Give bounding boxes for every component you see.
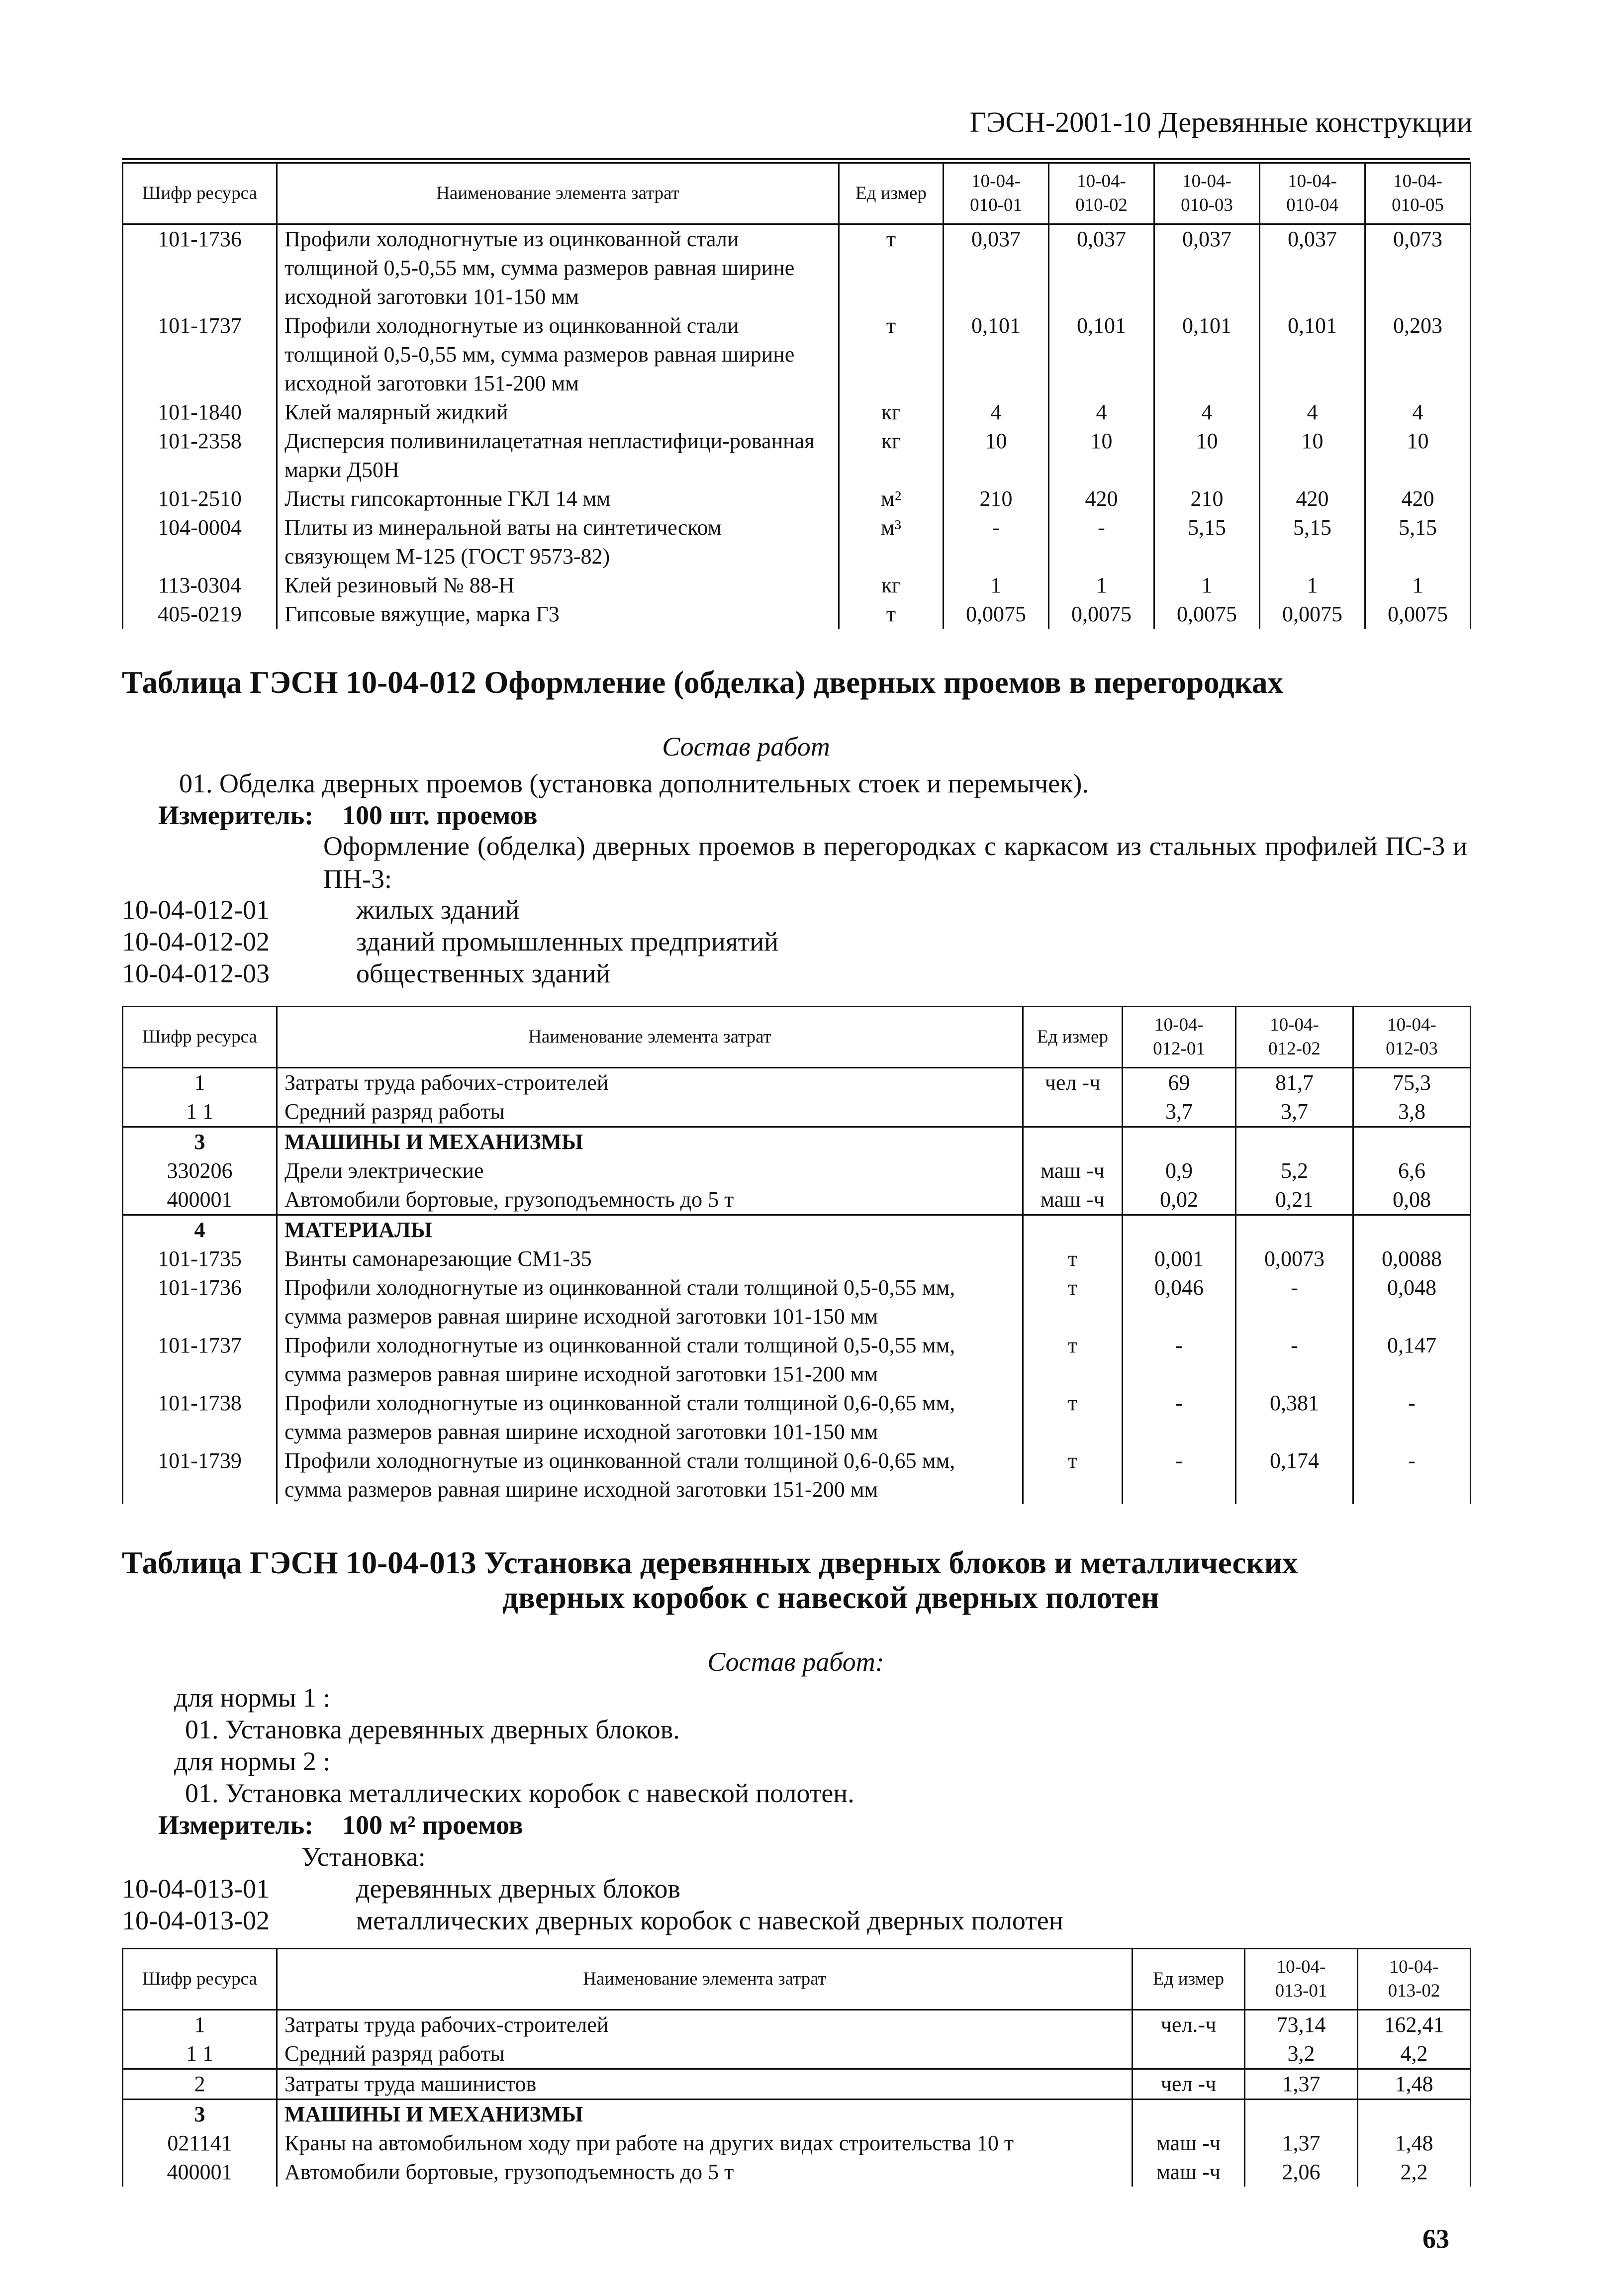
resource-code: 3 xyxy=(123,1127,277,1157)
table-row xyxy=(123,571,1471,600)
value-cell: 0,21 xyxy=(1236,1185,1353,1215)
value-cell: 0,203 xyxy=(1365,311,1471,398)
table-title-013-line1: Таблица ГЭСН 10-04-013 Установка деревянных дверных блоков и металлических xyxy=(122,1545,1298,1580)
resource-name: Клей резиновый № 88-Н xyxy=(277,571,839,600)
norm-intro: Установка: xyxy=(301,1842,426,1872)
resource-name: Затраты труда машинистов xyxy=(277,2069,1133,2100)
unit-cell: т xyxy=(1023,1446,1123,1504)
resource-name: Профили холодногнутые из оцинкованной стали толщиной 0,5-0,55 мм, сумма размеров равная ширине исходной заготовки 101-150 мм xyxy=(277,1273,1023,1331)
value-cell: 0,037 xyxy=(1154,224,1260,312)
value-cell xyxy=(1236,1127,1353,1157)
resource-code: 2 xyxy=(123,2069,277,2100)
table-header-row xyxy=(123,1949,1471,2010)
column-header: Шифр ресурса xyxy=(123,1007,277,1068)
table-row xyxy=(123,1331,1471,1389)
value-cell: 5,2 xyxy=(1236,1156,1353,1185)
value-cell: 0,101 xyxy=(1049,311,1154,398)
value-cell: 5,15 xyxy=(1365,513,1471,571)
resource-code: 101-1736 xyxy=(123,1273,277,1331)
resource-name: Профили холодногнутые из оцинкованной стали толщиной 0,5-0,55 мм, сумма размеров равная ширине исходной заготовки 151-200 мм xyxy=(277,1331,1023,1389)
resource-name: Затраты труда рабочих-строителей xyxy=(277,2010,1133,2040)
column-header: Шифр ресурса xyxy=(123,1949,277,2010)
value-cell: 0,147 xyxy=(1353,1331,1471,1389)
value-cell: 0,381 xyxy=(1236,1389,1353,1446)
value-cell: 0,0075 xyxy=(1049,600,1154,629)
resource-code: 101-2358 xyxy=(123,427,277,484)
column-header: 10-04- 010-03 xyxy=(1154,163,1260,224)
resource-code: 101-2510 xyxy=(123,484,277,513)
value-cell xyxy=(1236,1215,1353,1245)
table-row xyxy=(123,1068,1471,1098)
value-cell: 420 xyxy=(1365,484,1471,513)
resource-name: Дисперсия поливинилацетатная непластифици-рованная марки Д50Н xyxy=(277,427,839,484)
value-cell: 2,06 xyxy=(1245,2158,1358,2187)
resource-code: 400001 xyxy=(123,1185,277,1215)
table-row xyxy=(123,427,1471,484)
value-cell: 3,7 xyxy=(1236,1097,1353,1127)
value-cell: 1 xyxy=(1049,571,1154,600)
norm-code: 10-04-013-02 xyxy=(122,1906,270,1935)
resource-name: Затраты труда рабочих-строителей xyxy=(277,1068,1023,1098)
resource-name: Листы гипсокартонные ГКЛ 14 мм xyxy=(277,484,839,513)
value-cell: - xyxy=(1123,1389,1236,1446)
value-cell: 0,073 xyxy=(1365,224,1471,312)
value-cell: 3,8 xyxy=(1353,1097,1471,1127)
table-header-row xyxy=(123,163,1471,224)
unit-cell: т xyxy=(1023,1331,1123,1389)
meter-label: Измеритель: xyxy=(158,1810,314,1840)
unit-cell: м² xyxy=(839,484,944,513)
value-cell xyxy=(1245,2100,1358,2129)
value-cell xyxy=(1353,1215,1471,1245)
value-cell: - xyxy=(1353,1389,1471,1446)
resource-code: 330206 xyxy=(123,1156,277,1185)
resource-code: 021141 xyxy=(123,2129,277,2158)
table-row xyxy=(123,1273,1471,1331)
table-row xyxy=(123,1215,1471,1245)
value-cell: 0,02 xyxy=(1123,1185,1236,1215)
resource-name: Профили холодногнутые из оцинкованной стали толщиной 0,6-0,65 мм, сумма размеров равная ширине исходной заготовки 101-150 мм xyxy=(277,1389,1023,1446)
unit-cell: чел.-ч xyxy=(1133,2010,1245,2040)
value-cell: 0,001 xyxy=(1123,1244,1236,1273)
value-cell: 1 xyxy=(1260,571,1365,600)
running-header: ГЭСН-2001-10 Деревянные конструкции xyxy=(969,106,1472,138)
table-row xyxy=(123,2010,1471,2040)
composition-item: 01. Установка деревянных дверных блоков. xyxy=(185,1715,680,1744)
unit-cell: т xyxy=(839,311,944,398)
unit-cell: т xyxy=(1023,1273,1123,1331)
resource-code: 3 xyxy=(123,2100,277,2129)
norm-code: 10-04-012-02 xyxy=(122,927,270,957)
value-cell xyxy=(1123,1127,1236,1157)
table-row xyxy=(123,398,1471,427)
table-row xyxy=(123,224,1471,312)
unit-cell: маш -ч xyxy=(1133,2158,1245,2187)
resource-name: Автомобили бортовые, грузоподъемность до 5 т xyxy=(277,1185,1023,1215)
resource-code: 405-0219 xyxy=(123,600,277,629)
composition-item: 01. Установка металлических коробок с навеской полотен. xyxy=(185,1778,854,1808)
resource-name: МАТЕРИАЛЫ xyxy=(277,1215,1023,1245)
table-title-012: Таблица ГЭСН 10-04-012 Оформление (обделка) дверных проемов в перегородках xyxy=(122,665,1283,700)
value-cell: 210 xyxy=(1154,484,1260,513)
value-cell: 0,0075 xyxy=(1154,600,1260,629)
unit-cell: маш -ч xyxy=(1023,1156,1123,1185)
unit-cell: кг xyxy=(839,427,944,484)
unit-cell: маш -ч xyxy=(1023,1185,1123,1215)
value-cell: - xyxy=(1123,1331,1236,1389)
unit-cell: т xyxy=(1023,1244,1123,1273)
resource-code: 101-1840 xyxy=(123,398,277,427)
resource-name: Гипсовые вяжущие, марка Г3 xyxy=(277,600,839,629)
composition-heading: Состав работ xyxy=(662,732,830,762)
composition-item: для нормы 1 : xyxy=(174,1683,331,1713)
value-cell: 73,14 xyxy=(1245,2010,1358,2040)
unit-cell xyxy=(1133,2100,1245,2129)
norm-code: 10-04-012-01 xyxy=(122,895,270,925)
resource-code: 113-0304 xyxy=(123,571,277,600)
value-cell: 5,15 xyxy=(1154,513,1260,571)
value-cell: 81,7 xyxy=(1236,1068,1353,1098)
value-cell: 0,174 xyxy=(1236,1446,1353,1504)
value-cell: 0,037 xyxy=(1260,224,1365,312)
table-row xyxy=(123,1446,1471,1504)
resource-name: Клей малярный жидкий xyxy=(277,398,839,427)
value-cell: 10 xyxy=(1154,427,1260,484)
table-row xyxy=(123,1097,1471,1127)
norm-text: общественных зданий xyxy=(356,958,611,988)
value-cell: 4 xyxy=(1049,398,1154,427)
unit-cell: чел -ч xyxy=(1023,1068,1123,1098)
table-row xyxy=(123,2129,1471,2158)
resource-table-010 xyxy=(122,162,1471,629)
resource-name: Профили холодногнутые из оцинкованной стали толщиной 0,5-0,55 мм, сумма размеров равная ширине исходной заготовки 151-200 мм xyxy=(277,311,839,398)
table-row xyxy=(123,1389,1471,1446)
unit-cell xyxy=(1023,1097,1123,1127)
norm-intro: Оформление (обделка) дверных проемов в перегородках с каркасом из стальных профилей ПС-3 и ПН-3: xyxy=(323,831,1467,894)
meter-value: 100 шт. проемов xyxy=(342,800,538,830)
table-row xyxy=(123,1185,1471,1215)
resource-code: 101-1737 xyxy=(123,1331,277,1389)
value-cell: 10 xyxy=(1260,427,1365,484)
norm-code: 10-04-013-01 xyxy=(122,1874,270,1904)
value-cell: 1,48 xyxy=(1358,2129,1471,2158)
table-row xyxy=(123,1244,1471,1273)
value-cell: 0,0073 xyxy=(1236,1244,1353,1273)
column-header: Ед измер xyxy=(1133,1949,1245,2010)
value-cell: 0,101 xyxy=(1260,311,1365,398)
resource-code: 1 1 xyxy=(123,2039,277,2069)
column-header: 10-04- 010-02 xyxy=(1049,163,1154,224)
value-cell: - xyxy=(944,513,1049,571)
norm-text: деревянных дверных блоков xyxy=(356,1874,680,1904)
composition-heading: Состав работ: xyxy=(707,1647,884,1677)
unit-cell: кг xyxy=(839,571,944,600)
resource-code: 4 xyxy=(123,1215,277,1245)
value-cell: 6,6 xyxy=(1353,1156,1471,1185)
value-cell: 0,08 xyxy=(1353,1185,1471,1215)
unit-cell xyxy=(1023,1127,1123,1157)
resource-name: Плиты из минеральной ваты на синтетическом связующем М-125 (ГОСТ 9573-82) xyxy=(277,513,839,571)
value-cell: 1,37 xyxy=(1245,2129,1358,2158)
unit-cell xyxy=(1023,1215,1123,1245)
column-header: Ед измер xyxy=(1023,1007,1123,1068)
norm-text: металлических дверных коробок с навеской дверных полотен xyxy=(356,1906,1063,1935)
resource-code: 104-0004 xyxy=(123,513,277,571)
column-header: Наименование элемента затрат xyxy=(277,163,839,224)
value-cell: 69 xyxy=(1123,1068,1236,1098)
value-cell: - xyxy=(1236,1273,1353,1331)
norm-text: жилых зданий xyxy=(356,895,520,925)
unit-cell: т xyxy=(1023,1389,1123,1446)
value-cell: 210 xyxy=(944,484,1049,513)
value-cell: 10 xyxy=(944,427,1049,484)
value-cell: 0,046 xyxy=(1123,1273,1236,1331)
value-cell: 0,0075 xyxy=(1365,600,1471,629)
value-cell: 4 xyxy=(944,398,1049,427)
resource-name: МАШИНЫ И МЕХАНИЗМЫ xyxy=(277,1127,1023,1157)
value-cell: 0,0075 xyxy=(944,600,1049,629)
value-cell: 0,9 xyxy=(1123,1156,1236,1185)
value-cell: 75,3 xyxy=(1353,1068,1471,1098)
resource-code: 1 xyxy=(123,1068,277,1098)
value-cell: 5,15 xyxy=(1260,513,1365,571)
unit-cell: кг xyxy=(839,398,944,427)
resource-name: Дрели электрические xyxy=(277,1156,1023,1185)
resource-code: 400001 xyxy=(123,2158,277,2187)
value-cell: - xyxy=(1049,513,1154,571)
value-cell: 162,41 xyxy=(1358,2010,1471,2040)
column-header: 10-04- 012-02 xyxy=(1236,1007,1353,1068)
value-cell: - xyxy=(1123,1446,1236,1504)
resource-name: Профили холодногнутые из оцинкованной стали толщиной 0,5-0,55 мм, сумма размеров равная ширине исходной заготовки 101-150 мм xyxy=(277,224,839,312)
value-cell: 4 xyxy=(1154,398,1260,427)
table-row xyxy=(123,513,1471,571)
column-header: 10-04- 013-02 xyxy=(1358,1949,1471,2010)
table-row xyxy=(123,2069,1471,2100)
resource-code: 1 xyxy=(123,2010,277,2040)
value-cell: 2,2 xyxy=(1358,2158,1471,2187)
meter-label: Измеритель: xyxy=(158,800,314,830)
table-row xyxy=(123,600,1471,629)
table-row xyxy=(123,311,1471,398)
resource-name: Средний разряд работы xyxy=(277,2039,1133,2069)
resource-code: 101-1737 xyxy=(123,311,277,398)
unit-cell: чел -ч xyxy=(1133,2069,1245,2100)
value-cell: 1 xyxy=(1154,571,1260,600)
value-cell: 4 xyxy=(1365,398,1471,427)
value-cell: 0,101 xyxy=(944,311,1049,398)
column-header: 10-04- 010-05 xyxy=(1365,163,1471,224)
column-header: Шифр ресурса xyxy=(123,163,277,224)
column-header: 10-04- 012-01 xyxy=(1123,1007,1236,1068)
resource-name: Винты самонарезающие СМ1-35 xyxy=(277,1244,1023,1273)
unit-cell xyxy=(1133,2039,1245,2069)
unit-cell: т xyxy=(839,224,944,312)
composition-item: для нормы 2 : xyxy=(174,1746,331,1776)
column-header: Ед измер xyxy=(839,163,944,224)
value-cell xyxy=(1358,2100,1471,2129)
table-row xyxy=(123,1156,1471,1185)
table-row xyxy=(123,2158,1471,2187)
resource-name: Автомобили бортовые, грузоподъемность до 5 т xyxy=(277,2158,1133,2187)
column-header: Наименование элемента затрат xyxy=(277,1007,1023,1068)
table-row xyxy=(123,2039,1471,2069)
resource-name: Профили холодногнутые из оцинкованной стали толщиной 0,6-0,65 мм, сумма размеров равная ширине исходной заготовки 151-200 мм xyxy=(277,1446,1023,1504)
resource-name: МАШИНЫ И МЕХАНИЗМЫ xyxy=(277,2100,1133,2129)
value-cell: 4 xyxy=(1260,398,1365,427)
value-cell: 10 xyxy=(1049,427,1154,484)
column-header: 10-04- 012-03 xyxy=(1353,1007,1471,1068)
resource-table-013 xyxy=(122,1948,1471,2187)
value-cell: 0,037 xyxy=(1049,224,1154,312)
value-cell: 4,2 xyxy=(1358,2039,1471,2069)
page-number: 63 xyxy=(1422,2224,1449,2254)
value-cell: 3,2 xyxy=(1245,2039,1358,2069)
value-cell xyxy=(1123,1215,1236,1245)
table-row xyxy=(123,2100,1471,2129)
norm-code: 10-04-012-03 xyxy=(122,958,270,988)
value-cell: 0,0075 xyxy=(1260,600,1365,629)
resource-code: 101-1735 xyxy=(123,1244,277,1273)
value-cell: 1 xyxy=(1365,571,1471,600)
column-header: 10-04- 010-01 xyxy=(944,163,1049,224)
resource-name: Средний разряд работы xyxy=(277,1097,1023,1127)
meter-value: 100 м² проемов xyxy=(342,1810,523,1840)
value-cell: 10 xyxy=(1365,427,1471,484)
table-row xyxy=(123,484,1471,513)
resource-code: 101-1736 xyxy=(123,224,277,312)
composition-item: 01. Обделка дверных проемов (установка дополнительных стоек и перемычек). xyxy=(179,768,1089,798)
value-cell: 1 xyxy=(944,571,1049,600)
unit-cell: м³ xyxy=(839,513,944,571)
resource-code: 1 1 xyxy=(123,1097,277,1127)
value-cell: 0,0088 xyxy=(1353,1244,1471,1273)
value-cell: 420 xyxy=(1260,484,1365,513)
unit-cell: маш -ч xyxy=(1133,2129,1245,2158)
table-row xyxy=(123,1127,1471,1157)
column-header: Наименование элемента затрат xyxy=(277,1949,1133,2010)
value-cell: 0,048 xyxy=(1353,1273,1471,1331)
value-cell: 0,037 xyxy=(944,224,1049,312)
unit-cell: т xyxy=(839,600,944,629)
value-cell: 0,101 xyxy=(1154,311,1260,398)
table-header-row xyxy=(123,1007,1471,1068)
value-cell: 3,7 xyxy=(1123,1097,1236,1127)
value-cell: 1,37 xyxy=(1245,2069,1358,2100)
resource-name: Краны на автомобильном ходу при работе на других видах строительства 10 т xyxy=(277,2129,1133,2158)
column-header: 10-04- 013-01 xyxy=(1245,1949,1358,2010)
table-title-013-line2: дверных коробок с навеской дверных полотен xyxy=(502,1580,1159,1615)
column-header: 10-04- 010-04 xyxy=(1260,163,1365,224)
value-cell xyxy=(1353,1127,1471,1157)
value-cell: - xyxy=(1236,1331,1353,1389)
value-cell: 1,48 xyxy=(1358,2069,1471,2100)
resource-code: 101-1739 xyxy=(123,1446,277,1504)
value-cell: 420 xyxy=(1049,484,1154,513)
header-rule xyxy=(122,158,1470,160)
resource-table-012 xyxy=(122,1006,1471,1504)
norm-text: зданий промышленных предприятий xyxy=(356,927,779,957)
value-cell: - xyxy=(1353,1446,1471,1504)
resource-code: 101-1738 xyxy=(123,1389,277,1446)
